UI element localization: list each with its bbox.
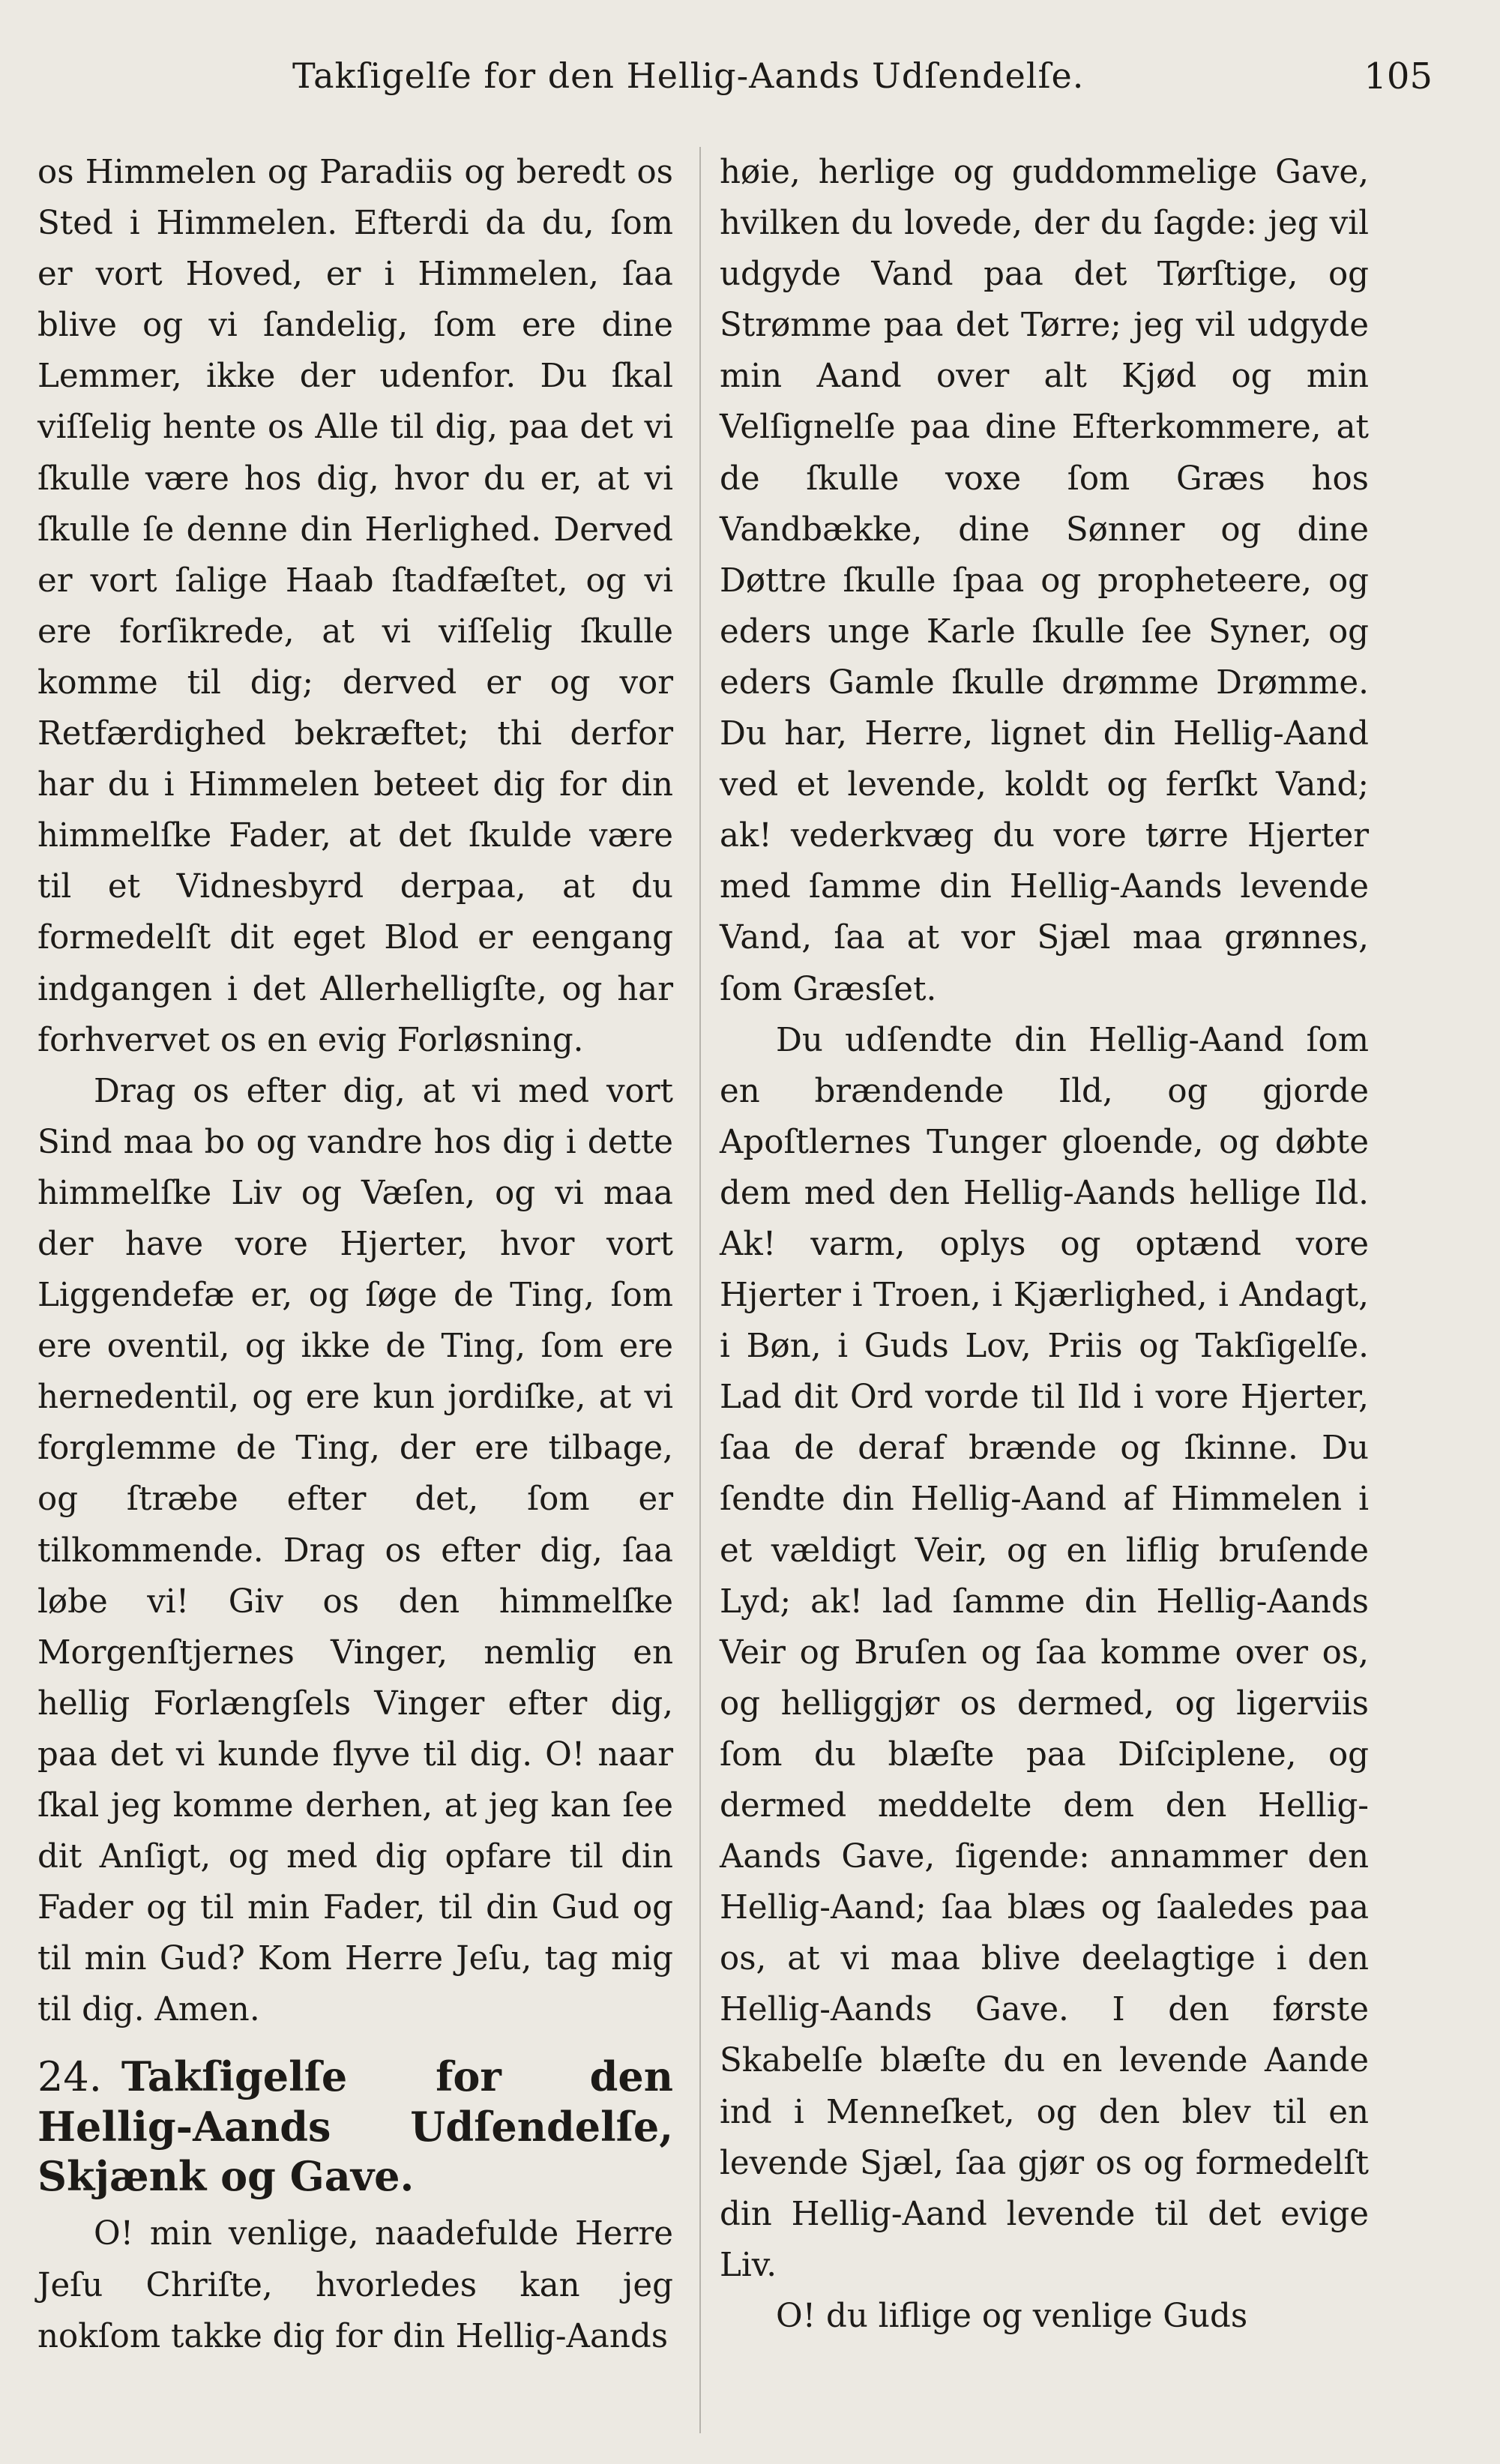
running-title: Takſigelſe for den Hellig-Aands Udſendelſe.	[292, 55, 1085, 96]
right-paragraph-3: O! du liflige og venlige Guds	[776, 2297, 1248, 2335]
section-title: Takſigelſe for den Hellig-Aands Udſendelſe, Skjænk og Gave.	[37, 2052, 673, 2201]
section-number: 24.	[37, 2053, 102, 2101]
left-column	[37, 147, 673, 2362]
right-column	[720, 147, 1369, 2342]
running-head	[34, 51, 1433, 103]
section-heading	[37, 2052, 673, 2201]
column-divider	[699, 147, 701, 2433]
left-paragraph-2: Drag os efter dig, at vi med vort Sind maa bo og vandre hos dig i dette himmelſke Liv og Væſen, og vi maa der have vore Hjerter, hvor vort Liggendefæ er, og ſøge de Ting, ſom ere oventil, og ikke de Ting, ſom ere hernedentil, og ere kun jordiſke, at vi forglemme de Ting, der ere tilbage, og ſtræbe efter det, ſom er tilkommende. Drag os efter dig, ſaa løbe vi! Giv os den himmelſke Morgenſtjernes Vinger, nemlig en hellig Forlængſels Vinger efter dig, paa det vi kunde flyve til dig. O! naar ſkal jeg komme derhen, at jeg kan ſee dit Anſigt, og med dig opfare til din Fader og til min Fader, til din Gud og til min Gud? Kom Herre Jeſu, tag mig til dig. Amen.	[37, 1072, 673, 2029]
right-paragraph-1: høie, herlige og guddommelige Gave, hvilken du lovede, der du ſagde: jeg vil udgyde Vand paa det Tørſtige, og Strømme paa det Tørre; jeg vil udgyde min Aand over alt Kjød og min Velſignelſe paa dine Efterkommere, at de ſkulle voxe ſom Græs hos Vandbække, dine Sønner og dine Døttre ſkulle ſpaa og propheteere, og eders unge Karle ſkulle ſee Syner, og eders Gamle ſkulle drømme Drømme. Du har, Herre, lignet din Hellig-Aand ved et levende, koldt og ferſkt Vand; ak! vederkvæg du vore tørre Hjerter med ſamme din Hellig-Aands levende Vand, ſaa at vor Sjæl maa grønnes, ſom Græsſet.	[720, 154, 1369, 1008]
left-paragraph-1: os Himmelen og Paradiis og beredt os Sted i Himmelen. Efterdi da du, ſom er vort Hoved, er i Himmelen, ſaa blive og vi ſandelig, ſom ere dine Lemmer, ikke der udenfor. Du ſkal viſſelig hente os Alle til dig, paa det vi ſkulle være hos dig, hvor du er, at vi ſkulle ſe denne din Herlighed. Derved er vort ſalige Haab ſtadfæſtet, og vi ere forſikrede, at vi viſſelig ſkulle komme til dig; derved er og vor Retfærdighed bekræftet; thi derfor har du i Himmelen beteet dig for din himmelſke Fader, at det ſkulde være til et Vidnesbyrd derpaa, at du formedelſt dit eget Blod er eengang indgangen i det Allerhelligſte, og har forhvervet os en evig Forløsning.	[37, 154, 673, 1059]
left-paragraph-3: O! min venlige, naadefulde Herre Jeſu Chriſte, hvorledes kan jeg nokſom takke dig for din Hellig-Aands	[37, 2215, 673, 2355]
right-paragraph-2: Du udſendte din Hellig-Aand ſom en brændende Ild, og gjorde Apoſtlernes Tunger gloende, og døbte dem med den Hellig-Aands hellige Ild. Ak! varm, oplys og optænd vore Hjerter i Troen, i Kjærlighed, i Andagt, i Bøn, i Guds Lov, Priis og Takſigelſe. Lad dit Ord vorde til Ild i vore Hjerter, ſaa de deraf brænde og ſkinne. Du ſendte din Hellig-Aand af Himmelen i et vældigt Veir, og en liflig bruſende Lyd; ak! lad ſamme din Hellig-Aands Veir og Bruſen og ſaa komme over os, og helliggjør os dermed, og ligerviis ſom du blæſte paa Diſciplene, og dermed meddelte dem den Hellig-Aands Gave, ſigende: annammer den Hellig-Aand; ſaa blæs og ſaaledes paa os, at vi maa blive deelagtige i den Hellig-Aands Gave. I den første Skabelſe blæſte du en levende Aande ind i Menneſket, og den blev til en levende Sjæl, ſaa gjør os og formedelſt din Hellig-Aand levende til det evige Liv.	[720, 1021, 1369, 2284]
page-number: 105	[1364, 55, 1433, 97]
